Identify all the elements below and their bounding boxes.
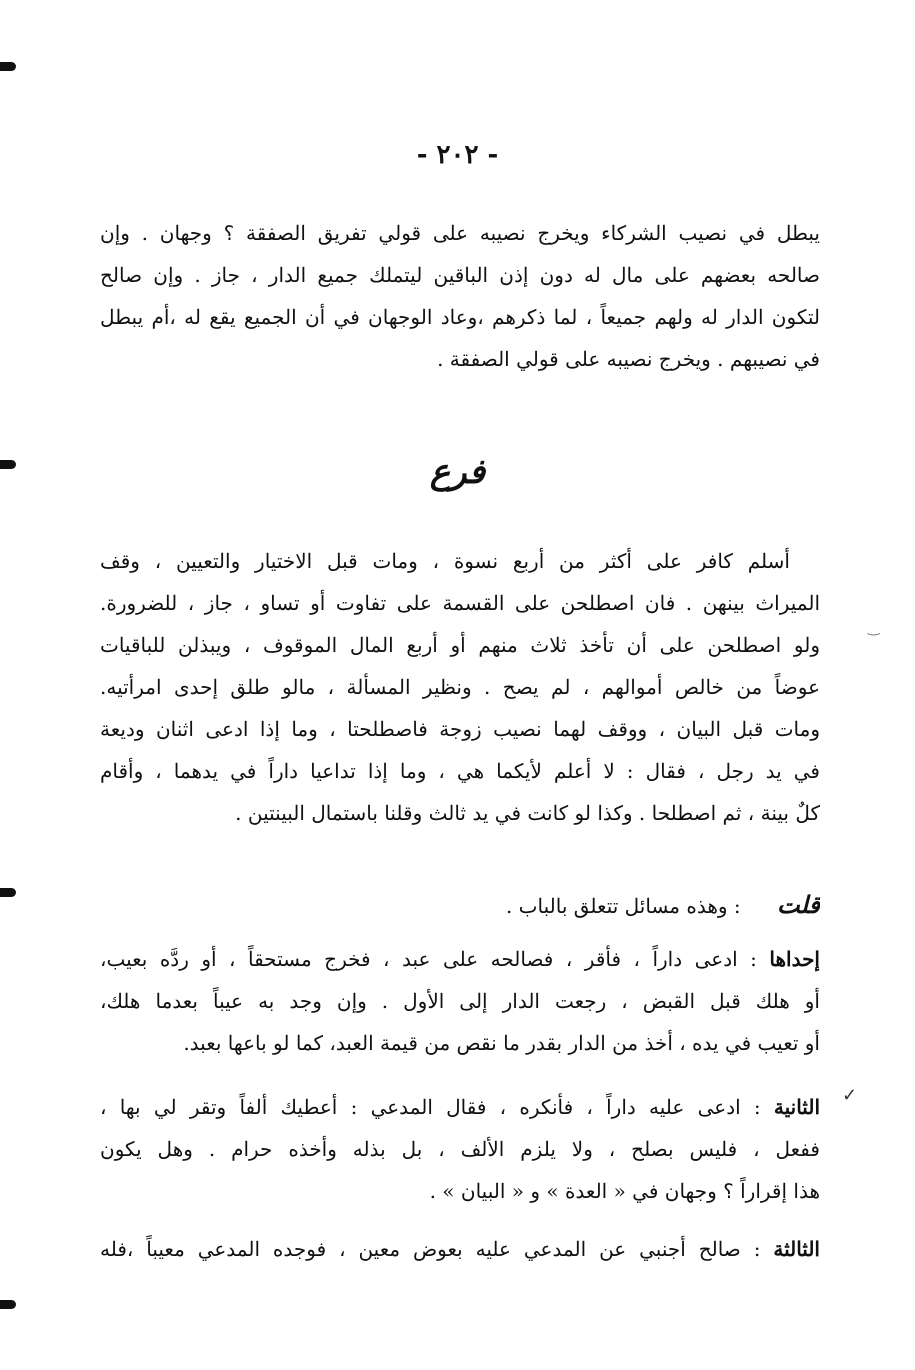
issue-text: : ادعى عليه داراً ، فأنكره ، فقال المدعي : أعطيك ألفاً وتقر لي بها ، (100, 1095, 761, 1119)
paragraph (100, 212, 820, 380)
text-line: ولو اصطلحن على أن تأخذ ثلاث منهم أو أربع المال الموقوف ، ويبذلن للباقيات (100, 633, 820, 657)
page-number: - ٢٠٢ - (416, 140, 499, 170)
text-line: لتكون الدار له ولهم جميعاً ، لما ذكرهم ،وعاد الوجهان في أن الجميع يقع له ،أم يبطل (100, 305, 820, 329)
text-line: الميراث بينهن . فان اصطلحن على القسمة على تفاوت أو تساو ، جاز ، للضرورة. (100, 591, 820, 615)
text-line (100, 1228, 820, 1270)
issue-label: الثانية (773, 1095, 820, 1119)
paragraph (100, 1086, 820, 1212)
text-line: يبطل في نصيب الشركاء ويخرج نصيبه على قولي تفريق الصفقة ؟ وجهان . وإن (100, 221, 820, 245)
paragraph (100, 1228, 820, 1270)
qult-text: : وهذه مسائل تتعلق بالباب . (505, 894, 741, 918)
text-line: أسلم كافر على أكثر من أربع نسوة ، ومات قبل الاختيار والتعيين ، وقف (100, 549, 790, 573)
text-line: كلٌ بينة ، ثم اصطلحا . وكذا لو كانت في يد ثالث وقلنا باستمال البينتين . (235, 801, 820, 825)
issue-text: : ادعى داراً ، فأقر ، فصالحه على عبد ، فخرج مستحقاً ، أو ردَّه بعيب، (100, 947, 757, 971)
text-line: صالحه بعضهم على مال له دون إذن الباقين ليتملك جميع الدار ، جاز . وإن صالح (100, 263, 820, 287)
paragraph (100, 884, 820, 927)
qult-label: قلت (777, 890, 820, 919)
text-line: عوضاً من خالص أموالهم ، لم يصح . ونظير المسألة ، مالو طلق إحدى امرأتيه. (100, 675, 820, 699)
text-line: هذا إقراراً ؟ وجهان في « العدة » و « البيان » . (429, 1179, 820, 1203)
text-line: في يد رجل ، فقال : لا أعلم لأيكما هي ، وما إذا تداعيا داراً في يدهما ، وأقام (100, 759, 820, 783)
text-line (100, 1086, 820, 1128)
paragraph (100, 540, 820, 834)
text-line: أو تعيب في يده ، أخذ من الدار بقدر ما نقص من قيمة العبد، كما لو باعها بعبد. (183, 1031, 820, 1055)
pencil-mark: ‿ (868, 620, 880, 636)
text-line: ومات قبل البيان ، ووقف لهما نصيب زوجة فاصطلحتا ، وما إذا ادعى اثنان وديعة (100, 717, 820, 741)
issue-text: : صالح أجنبي عن المدعي عليه بعوض معين ، فوجده المدعي معيباً ،فله (100, 1237, 761, 1261)
issue-label: إحداها (769, 947, 820, 971)
section-heading: فرع (429, 452, 486, 492)
text-line: في نصيبهم . ويخرج نصيبه على قولي الصفقة . (437, 347, 820, 371)
issue-label: الثالثة (773, 1237, 820, 1261)
text-line (100, 884, 820, 927)
pencil-mark: ✓ (842, 1085, 858, 1106)
margin-mark (0, 1300, 16, 1309)
margin-mark (0, 888, 16, 897)
paragraph (100, 938, 820, 1064)
text-line (100, 938, 820, 980)
text-line: ففعل ، فليس بصلح ، ولا يلزم الألف ، بل بذله وأخذه حرام . وهل يكون (100, 1137, 820, 1161)
text-line: أو هلك قبل القبض ، رجعت الدار إلى الأول . وإن وجد به عيباً بعدما هلك، (100, 989, 820, 1013)
margin-mark (0, 62, 16, 71)
